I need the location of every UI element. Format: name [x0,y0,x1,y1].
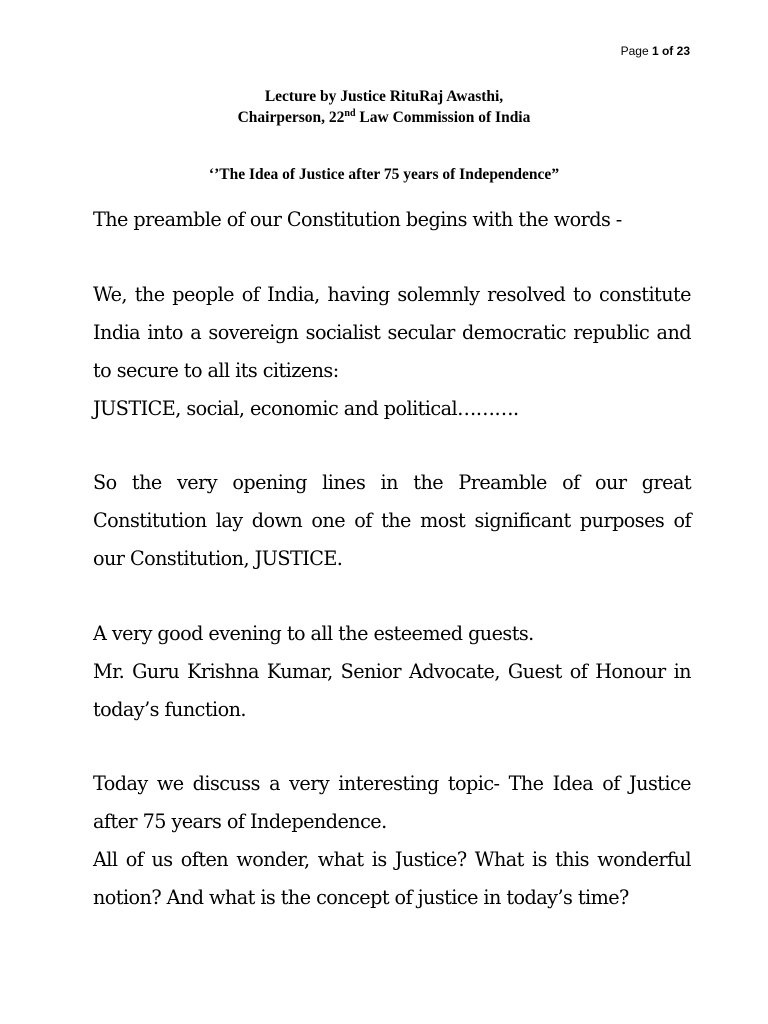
lecture-title-line2 [0,108,768,128]
body-paragraph-3 [93,464,691,578]
question-line: All of us often wonder, what is Justice? What is this wonderful notion? And what is the concept of justice in today’s time? [93,848,691,909]
greeting-line: A very good evening to all the esteemed guests. [93,622,534,645]
body-paragraph-2 [93,276,691,428]
opening-lines-paragraph: So the very opening lines in the Preamble of our great Constitution lay down one of the most significant purposes of our Constitution, JUSTICE. [93,471,691,570]
topic-line: Today we discuss a very interesting topic- The Idea of Justice after 75 years of Independence. [93,772,691,833]
page-current: 1 [651,44,659,58]
title-line2-end: Law Commission of India [355,109,531,126]
guest-of-honour-line: Mr. Guru Krishna Kumar, Senior Advocate, Guest of Honour in today’s function. [93,660,691,721]
body-paragraph-1 [93,201,691,239]
page-total: 23 [676,44,690,58]
body-paragraph-5 [93,765,691,917]
body-paragraph-4 [93,615,691,729]
page-number [621,44,690,58]
lecture-subtitle: ‘’The Idea of Justice after 75 years of Independence” [208,166,560,183]
page-prefix: Page [620,44,652,58]
preamble-intro: The preamble of our Constitution begins with the words - [93,208,622,231]
title-line2-start: Chairperson, 22 [237,109,345,126]
ordinal-superscript: nd [344,107,356,119]
page-of: of [658,44,677,58]
preamble-justice-line: JUSTICE, social, economic and political………. [93,397,519,420]
preamble-quote: We, the people of India, having solemnly resolved to constitute India into a sovereign socialist secular democratic republic and to secure to all its citizens: [93,283,691,382]
lecture-title-line1: Lecture by Justice RituRaj Awasthi, [264,88,504,105]
